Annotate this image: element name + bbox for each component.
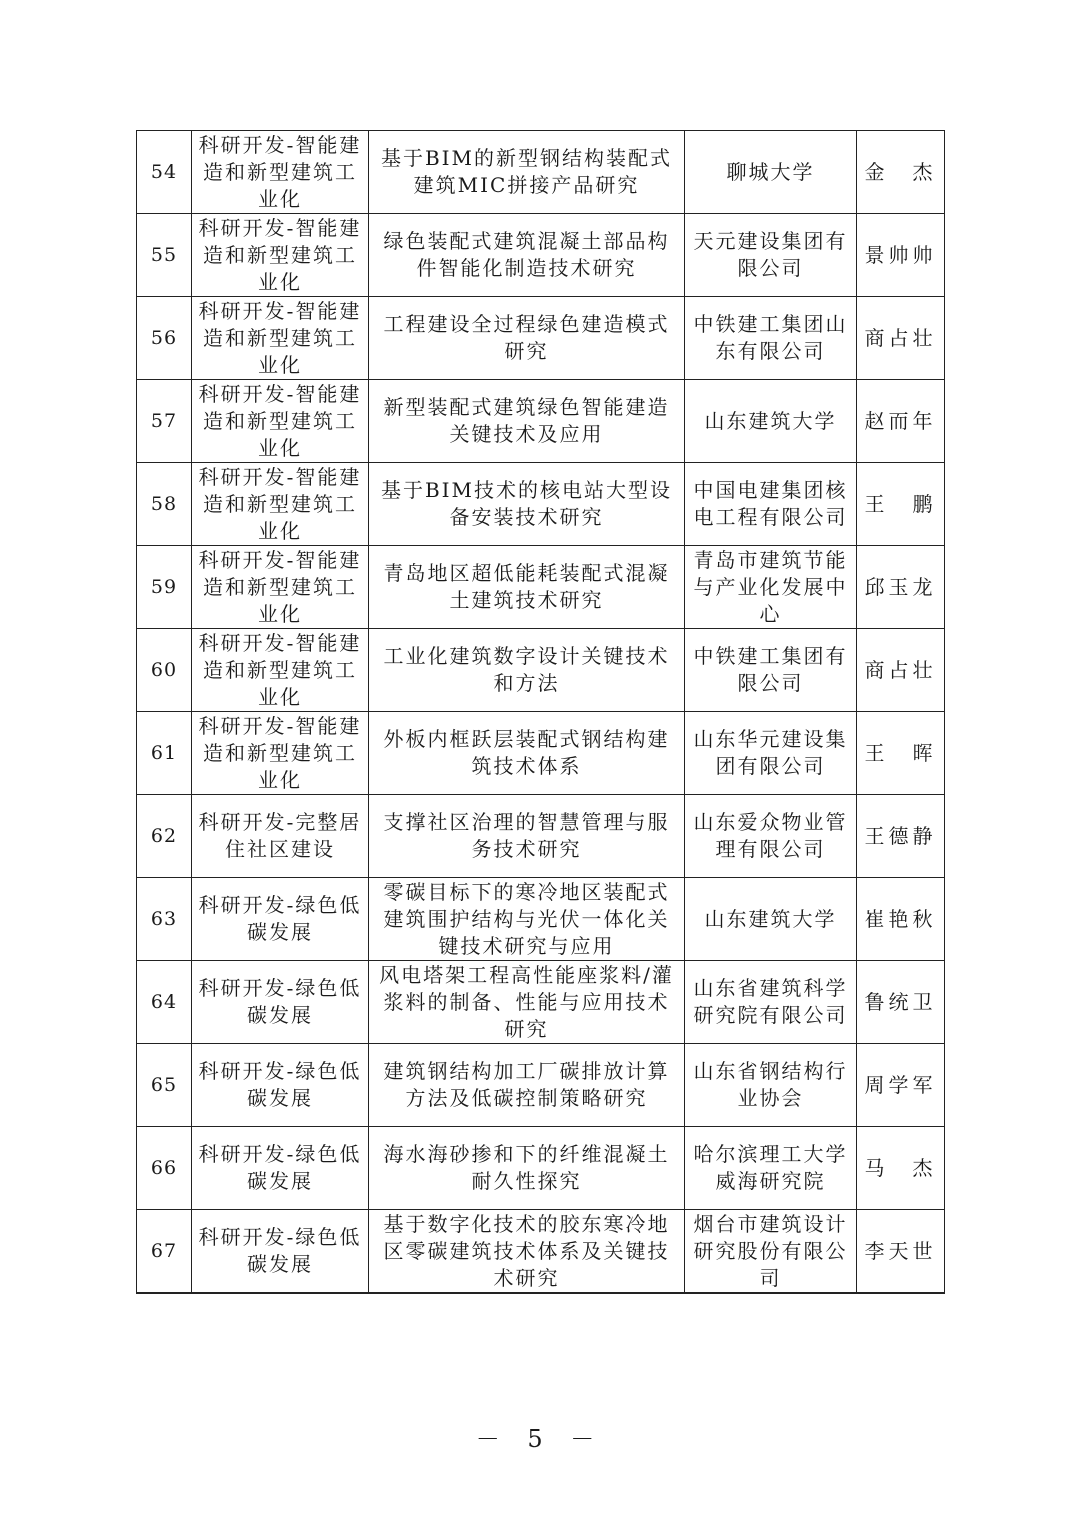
table-row <box>137 961 945 1044</box>
row-project-title: 新型装配式建筑绿色智能建造关键技术及应用 <box>369 380 685 463</box>
row-category: 科研开发-完整居住社区建设 <box>192 795 369 878</box>
row-number: 60 <box>137 629 192 712</box>
row-organization: 山东省钢结构行业协会 <box>685 1044 857 1127</box>
row-person: 景帅帅 <box>857 214 945 297</box>
row-person: 商占壮 <box>857 629 945 712</box>
row-number: 54 <box>137 131 192 214</box>
row-category: 科研开发-智能建造和新型建筑工业化 <box>192 546 369 629</box>
row-project-title: 工程建设全过程绿色建造模式研究 <box>369 297 685 380</box>
row-person: 王 晖 <box>857 712 945 795</box>
table-row <box>137 878 945 961</box>
row-project-title: 建筑钢结构加工厂碳排放计算方法及低碳控制策略研究 <box>369 1044 685 1127</box>
table-row <box>137 380 945 463</box>
project-table <box>136 130 945 1294</box>
row-category: 科研开发-绿色低碳发展 <box>192 1044 369 1127</box>
row-project-title: 风电塔架工程高性能座浆料/灌浆料的制备、性能与应用技术研究 <box>369 961 685 1044</box>
row-project-title: 零碳目标下的寒冷地区装配式建筑围护结构与光伏一体化关键技术研究与应用 <box>369 878 685 961</box>
row-number: 65 <box>137 1044 192 1127</box>
row-project-title: 基于数字化技术的胶东寒冷地区零碳建筑技术体系及关键技术研究 <box>369 1210 685 1294</box>
row-person: 商占壮 <box>857 297 945 380</box>
row-person: 王德静 <box>857 795 945 878</box>
row-person: 王 鹏 <box>857 463 945 546</box>
row-project-title: 海水海砂掺和下的纤维混凝土耐久性探究 <box>369 1127 685 1210</box>
row-organization: 山东建筑大学 <box>685 878 857 961</box>
row-project-title: 支撑社区治理的智慧管理与服务技术研究 <box>369 795 685 878</box>
row-category: 科研开发-智能建造和新型建筑工业化 <box>192 712 369 795</box>
table-row <box>137 1044 945 1127</box>
row-category: 科研开发-绿色低碳发展 <box>192 1210 369 1294</box>
row-category: 科研开发-智能建造和新型建筑工业化 <box>192 380 369 463</box>
row-number: 56 <box>137 297 192 380</box>
row-number: 64 <box>137 961 192 1044</box>
row-number: 62 <box>137 795 192 878</box>
page-number: － 5 － <box>475 1425 605 1453</box>
row-category: 科研开发-智能建造和新型建筑工业化 <box>192 131 369 214</box>
row-project-title: 基于BIM的新型钢结构装配式建筑MIC拼接产品研究 <box>369 131 685 214</box>
row-organization: 山东建筑大学 <box>685 380 857 463</box>
row-organization: 聊城大学 <box>685 131 857 214</box>
row-organization: 哈尔滨理工大学威海研究院 <box>685 1127 857 1210</box>
row-number: 58 <box>137 463 192 546</box>
row-person: 邱玉龙 <box>857 546 945 629</box>
row-organization: 山东爱众物业管理有限公司 <box>685 795 857 878</box>
row-person: 李天世 <box>857 1210 945 1294</box>
row-person: 周学军 <box>857 1044 945 1127</box>
row-organization: 山东省建筑科学研究院有限公司 <box>685 961 857 1044</box>
row-project-title: 工业化建筑数字设计关键技术和方法 <box>369 629 685 712</box>
row-project-title: 青岛地区超低能耗装配式混凝土建筑技术研究 <box>369 546 685 629</box>
row-organization: 山东华元建设集团有限公司 <box>685 712 857 795</box>
row-project-title: 基于BIM技术的核电站大型设备安装技术研究 <box>369 463 685 546</box>
row-number: 61 <box>137 712 192 795</box>
row-number: 55 <box>137 214 192 297</box>
row-category: 科研开发-智能建造和新型建筑工业化 <box>192 629 369 712</box>
row-organization: 青岛市建筑节能与产业化发展中心 <box>685 546 857 629</box>
table-row <box>137 795 945 878</box>
table-row <box>137 463 945 546</box>
row-category: 科研开发-智能建造和新型建筑工业化 <box>192 214 369 297</box>
table-row <box>137 131 945 214</box>
table-row <box>137 629 945 712</box>
row-category: 科研开发-智能建造和新型建筑工业化 <box>192 463 369 546</box>
table-row <box>137 297 945 380</box>
row-organization: 天元建设集团有限公司 <box>685 214 857 297</box>
row-category: 科研开发-绿色低碳发展 <box>192 1127 369 1210</box>
row-project-title: 绿色装配式建筑混凝土部品构件智能化制造技术研究 <box>369 214 685 297</box>
row-person: 金 杰 <box>857 131 945 214</box>
row-number: 66 <box>137 1127 192 1210</box>
row-number: 57 <box>137 380 192 463</box>
row-organization: 中国电建集团核电工程有限公司 <box>685 463 857 546</box>
row-category: 科研开发-绿色低碳发展 <box>192 961 369 1044</box>
row-person: 马 杰 <box>857 1127 945 1210</box>
row-category: 科研开发-绿色低碳发展 <box>192 878 369 961</box>
table-row <box>137 1127 945 1210</box>
row-organization: 中铁建工集团山东有限公司 <box>685 297 857 380</box>
table-row <box>137 546 945 629</box>
row-organization: 中铁建工集团有限公司 <box>685 629 857 712</box>
table-row <box>137 214 945 297</box>
row-number: 59 <box>137 546 192 629</box>
row-person: 赵而年 <box>857 380 945 463</box>
row-organization: 烟台市建筑设计研究股份有限公司 <box>685 1210 857 1294</box>
table-row <box>137 1210 945 1294</box>
row-project-title: 外板内框跃层装配式钢结构建筑技术体系 <box>369 712 685 795</box>
row-category: 科研开发-智能建造和新型建筑工业化 <box>192 297 369 380</box>
table-row <box>137 712 945 795</box>
row-number: 67 <box>137 1210 192 1294</box>
row-person: 崔艳秋 <box>857 878 945 961</box>
project-table-body <box>137 131 945 1294</box>
row-person: 鲁统卫 <box>857 961 945 1044</box>
row-number: 63 <box>137 878 192 961</box>
